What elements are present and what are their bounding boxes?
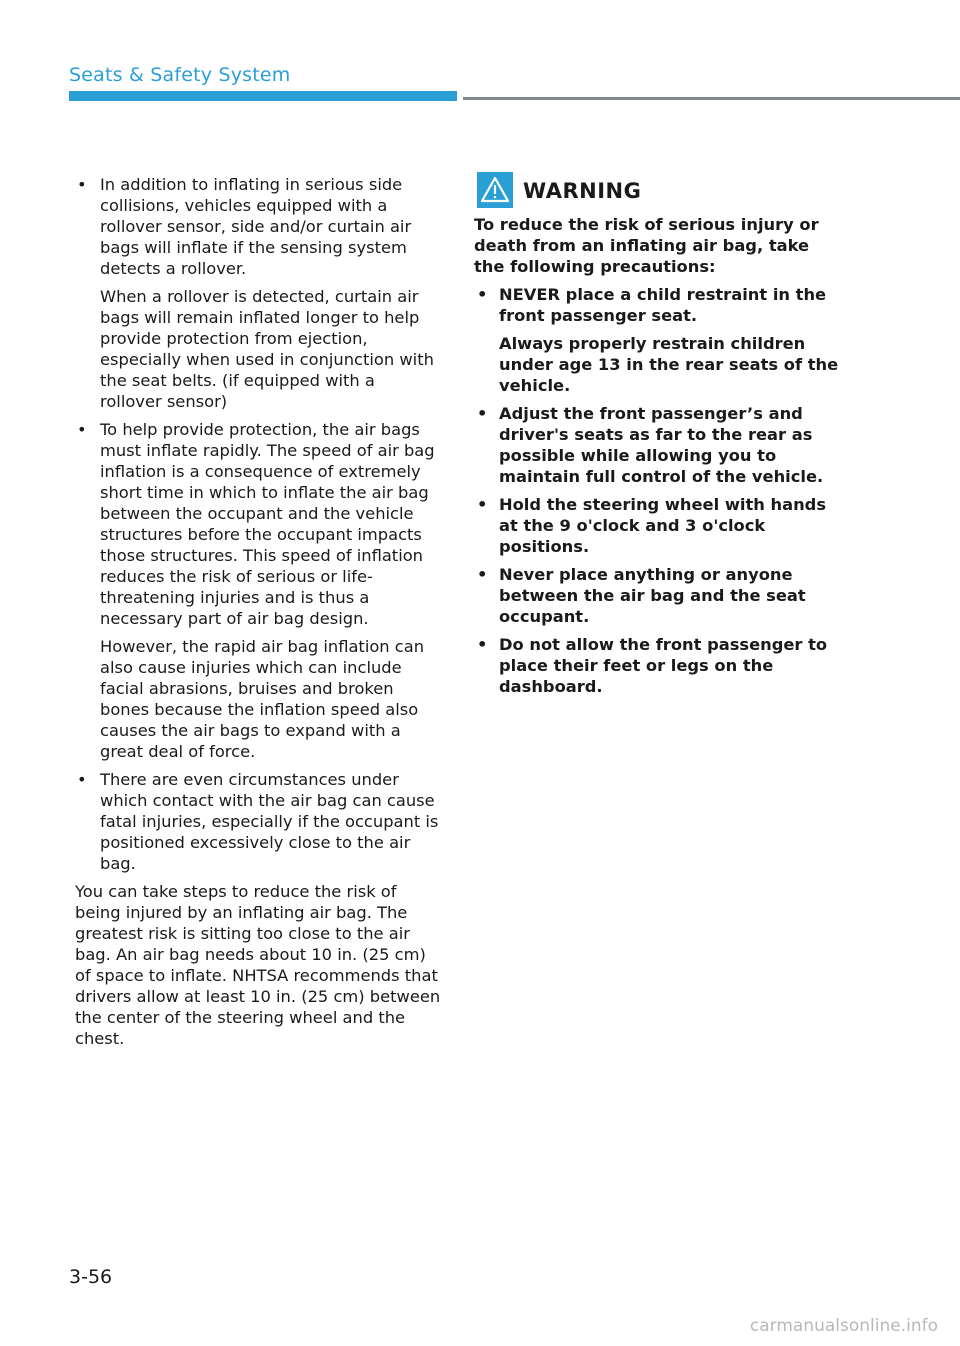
bullet-dot: • [477,565,488,584]
bullet-dot: • [477,635,488,654]
bullet-dot: • [77,770,87,789]
warning-bullet-paragraph: Do not allow the front passenger to place their feet or legs on the dashboard. [499,635,828,696]
bullet-dot: • [77,420,87,439]
warning-bullet-paragraph: NEVER place a child restraint in the front passenger seat. [499,285,827,325]
warning-title: WARNING [523,179,642,203]
bullet-item [75,174,441,412]
warning-body [474,214,844,697]
section-title: Seats & Safety System [69,64,291,86]
bullet-paragraph: In addition to inflating in serious side collisions, vehicles equipped with a rollover sensor, side and/or curtain air bags will inflate if the sensing system detects a rollover. [100,175,412,278]
left-column [75,174,441,1049]
warning-bullet-item [474,564,844,627]
warning-box [474,172,844,704]
warning-header [474,172,844,212]
warning-bullet-item [474,494,844,557]
bullet-dot: • [477,495,488,514]
bullet-dot: • [477,285,488,304]
bullet-paragraph: To help provide protection, the air bags must inflate rapidly. The speed of air bag inflation is a consequence of extremely short time in which to inflate the air bag between the occupant and the vehicle structures before the occupant impacts those structures. This speed of inflation reduces the risk of serious or life-threatening injuries and is thus a necessary part of air bag design. [100,420,435,628]
bullet-paragraph: However, the rapid air bag inflation can also cause injuries which can include facial abrasions, bruises and broken bones because the inflation speed also causes the air bags to expand with a great deal of force. [100,637,425,761]
warning-bullet-item [474,284,844,396]
bullet-item [75,769,441,874]
warning-bullet-item [474,403,844,487]
warning-bullet-item [474,634,844,697]
warning-bullet-paragraph: Always properly restrain children under age 13 in the rear seats of the vehicle. [499,334,839,395]
header-rule-accent [69,91,457,101]
warning-triangle-icon [477,172,513,208]
warning-intro: To reduce the risk of serious injury or death from an inflating air bag, take the following precautions: [474,215,819,276]
closing-paragraph: You can take steps to reduce the risk of being injured by an inflating air bag. The greatest risk is sitting too close to the air bag. An air bag needs about 10 in. (25 cm) of space to inflate. NHTSA recommends that drivers allow at least 10 in. (25 cm) between the center of the steering wheel and the chest. [75,882,441,1048]
header-rule-divider [463,97,960,100]
bullet-dot: • [77,175,87,194]
warning-bullet-paragraph: Never place anything or anyone between the air bag and the seat occupant. [499,565,806,626]
warning-bullet-paragraph: Adjust the front passenger’s and driver's seats as far to the rear as possible while allowing you to maintain full control of the vehicle. [499,404,824,486]
bullet-paragraph: There are even circumstances under which contact with the air bag can cause fatal injuries, especially if the occupant is positioned excessively close to the air bag. [100,770,439,873]
page-number: 3-56 [69,1266,113,1288]
watermark: carmanualsonline.info [749,1316,938,1336]
warning-bullet-paragraph: Hold the steering wheel with hands at the 9 o'clock and 3 o'clock positions. [499,495,827,556]
bullet-paragraph: When a rollover is detected, curtain air bags will remain inflated longer to help provide protection from ejection, especially when used in conjunction with the seat belts. (if equipped with a rollover sensor) [100,287,434,411]
bullet-item [75,419,441,762]
bullet-dot: • [477,404,488,423]
